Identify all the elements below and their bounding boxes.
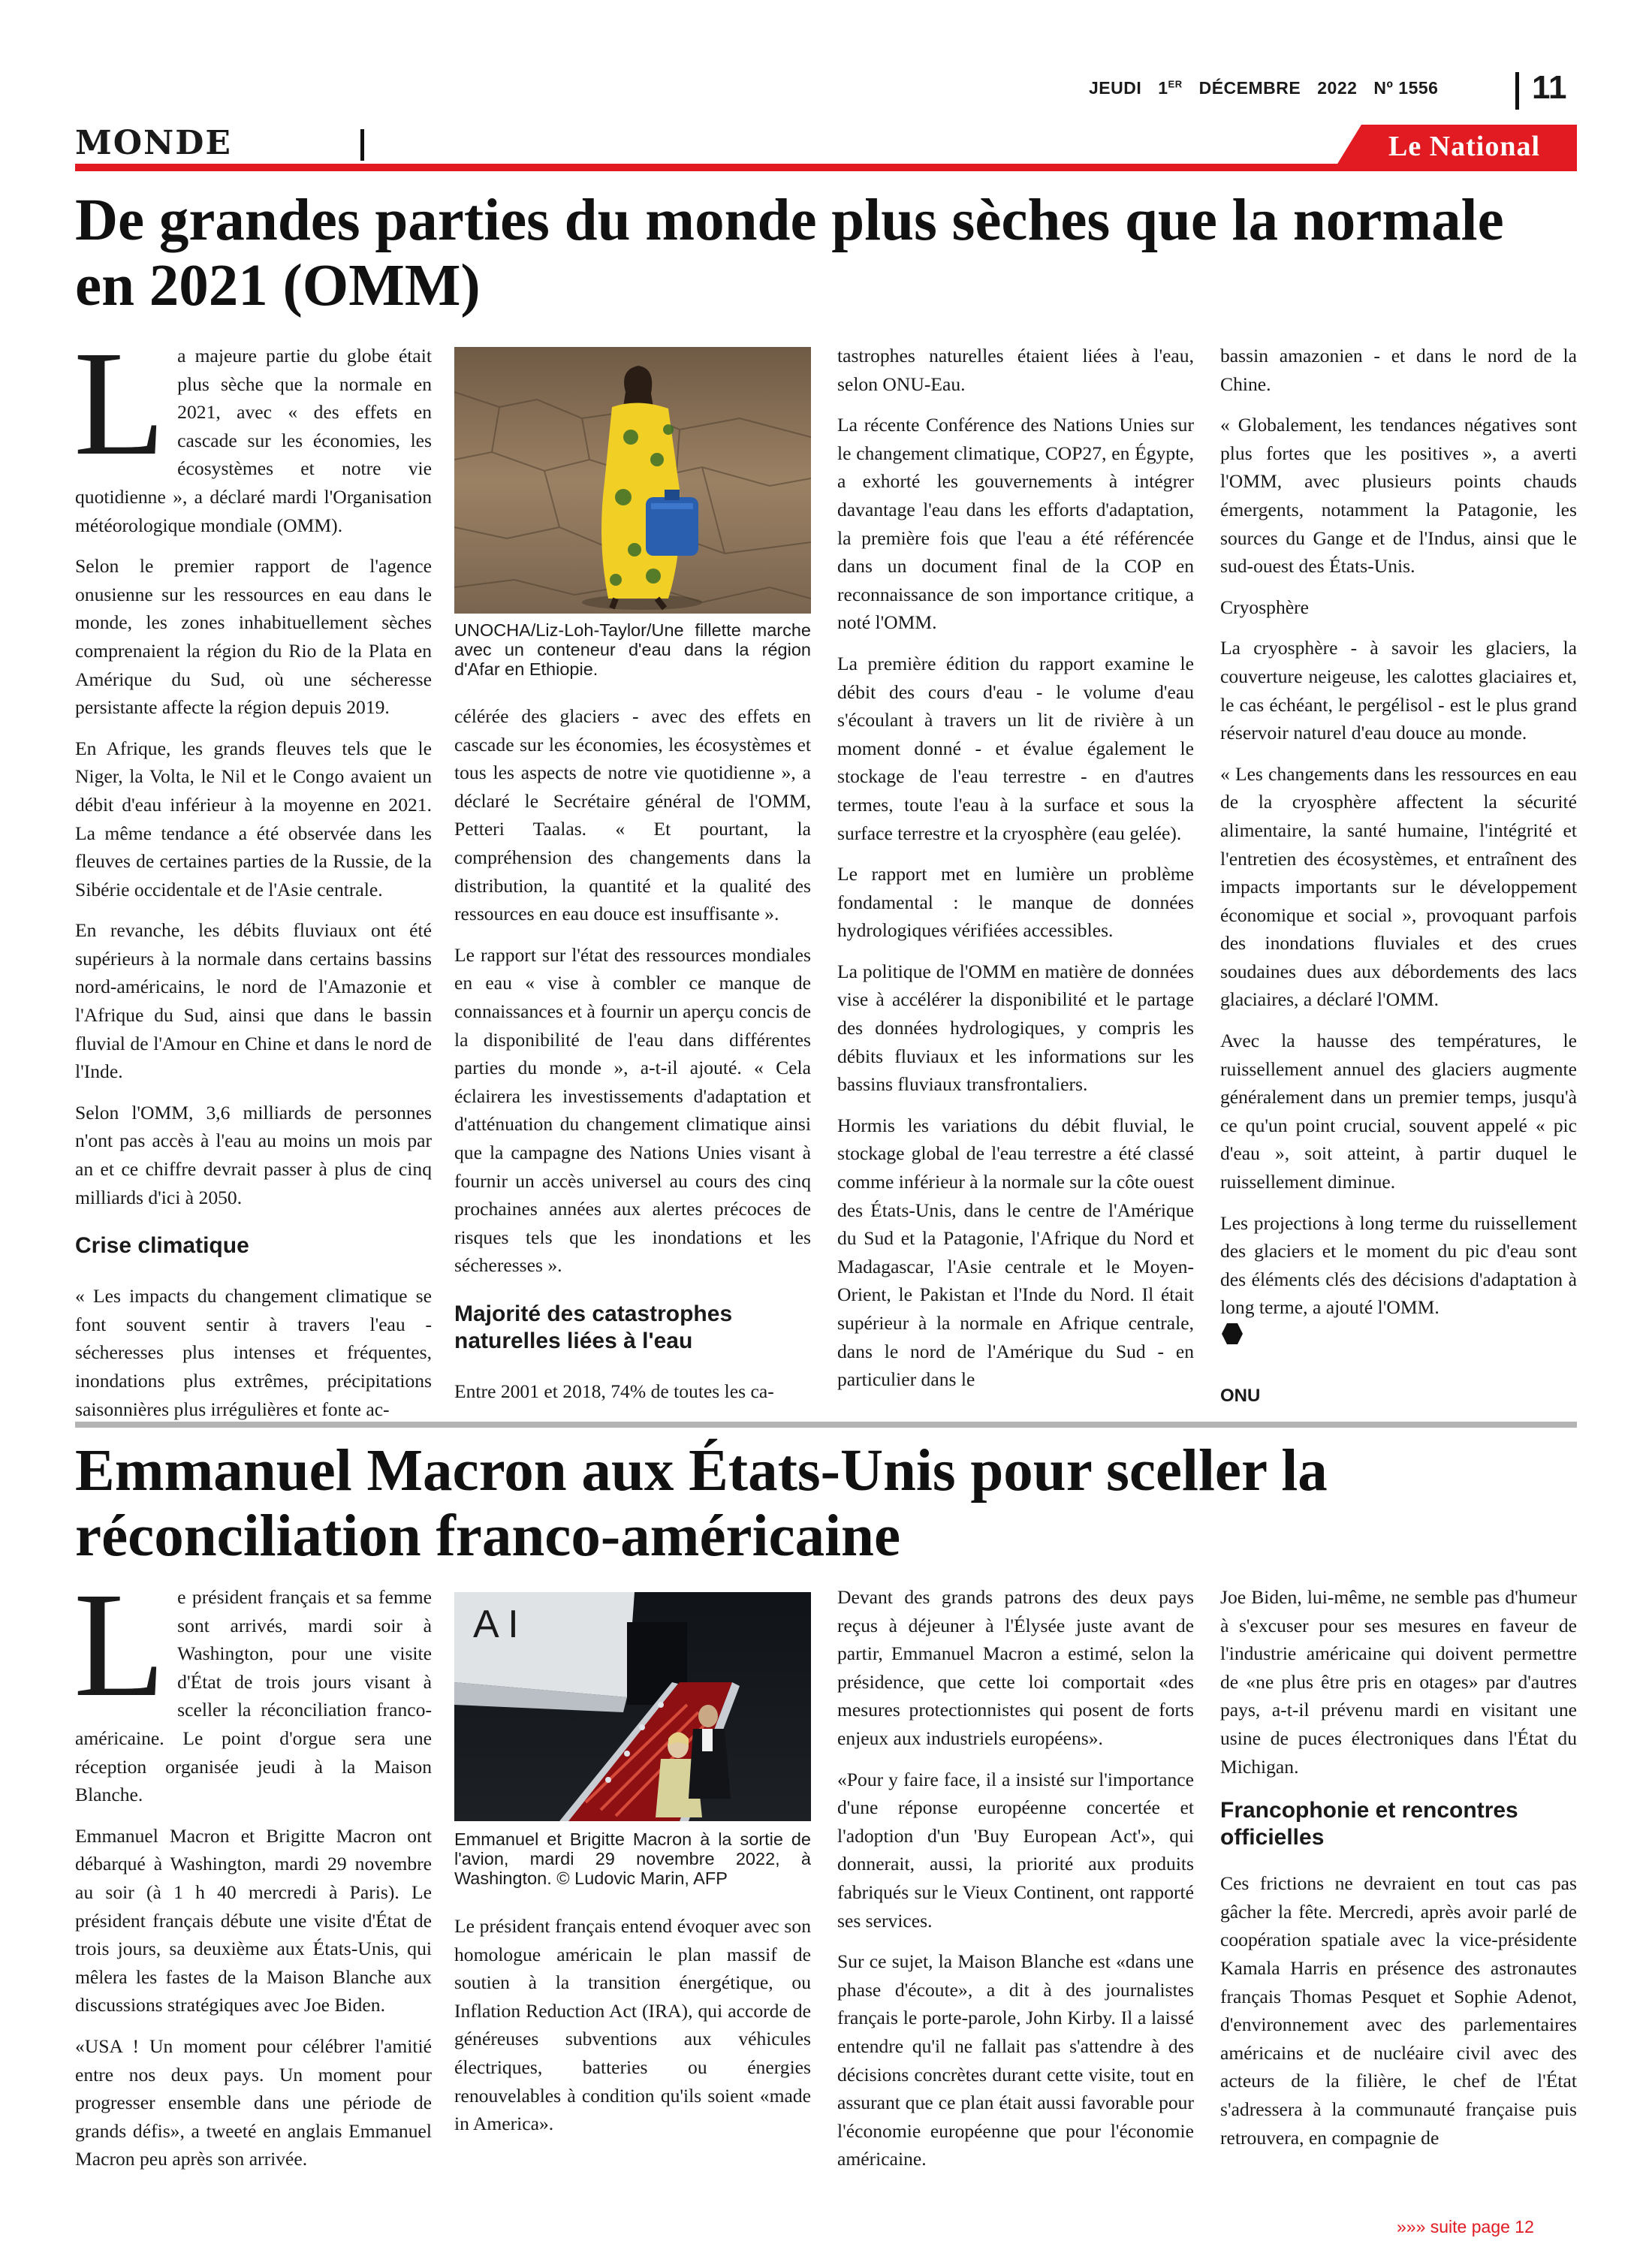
- article2-photo-caption: Emmanuel et Brigitte Macron à la sortie de l'avion, mardi 29 novembre 2022, à Washington. © Ludovic Marin, AFP: [454, 1829, 811, 1888]
- article2-paragraph: Ces frictions ne devraient en tout cas pas gâcher la fête. Mercredi, après avoir parlé de coopération spatiale avec la vice-présidente Kamala Harris en présence des astronautes français Thomas Pesquet et Sophie Adenot, d'environnement avec des parlementaires américains et de nucléaire civil avec des acteurs de la filière, le chef de l'État s'adressera à la communauté française puis retrouvera, en compagnie de: [1220, 1872, 1577, 2149]
- article1-paragraph: [74, 321, 432, 539]
- header-separator: [1515, 72, 1519, 110]
- aircraft-lettering: A I: [473, 1603, 519, 1646]
- article1-photo: [454, 347, 811, 614]
- girl-water-photo: [454, 347, 811, 614]
- article2-paragraph: [74, 1562, 432, 1809]
- article1-headline: De grandes parties du monde plus sèches que la normale en 2021 (OMM): [75, 188, 1504, 318]
- article1-paragraph: tastrophes naturelles étaient liées à l'eau, selon ONU-Eau.: [837, 345, 1194, 395]
- article1-paragraph: « Les changements dans les ressources en eau de la cryosphère affectent la sécurité alimentaire, la santé humaine, l'intégrité et l'entretien des écosystèmes, et entraînent des impacts importants sur le développement économique et social », provoquant parfois des inondations fluviales et des crues soudaines dues aux débordements des lacs glaciaires, a déclaré l'OMM.: [1220, 762, 1577, 1011]
- article1-paragraph: « Globalement, les tendances négatives sont plus fortes que les positives », a averti l'OMM, avec plusieurs points chauds émergents, notamment la Patagonie, les sources du Gange et de l'Indus, ainsi que le sud-ouest des États-Unis.: [1220, 414, 1577, 578]
- article2-column-3: [837, 1583, 1194, 2186]
- article1-paragraph: célérée des glaciers - avec des effets en cascade sur les économies, les écosystèmes et tous les aspects de notre vie quotidienne », a déclaré le Secrétaire général de l'OMM, Petteri Taalas. « Et pourtant, la compréhension des changements dans la distribution, la quantité et la qualité des ressources en eau douce est insuffisante ».: [454, 705, 811, 925]
- article1-paragraph: Le rapport sur l'état des ressources mondiales en eau « vise à combler ce manque de connaissances et à fournir un aperçu concis de la disponibilité de l'eau dans différentes parties du monde », a-t-il ajouté. « Cela éclairera les investissements d'adaptation et d'atténuation du changement climatique ainsi que la campagne des Nations Unies visant à fournir un accès universel au cours des cinq prochaines années aux alertes précoces de risques tels que les inondations et les sécheresses ».: [454, 943, 811, 1277]
- article1-subhead-crisis: Crise climatique: [75, 1233, 249, 1259]
- article2-paragraph: Emmanuel Macron et Brigitte Macron ont débarqué à Washington, mardi 29 novembre au soir (à 1 h 40 mercredi à Paris). Le président français débute une visite d'État de trois jours, sa deuxième aux États-Unis, qui mêlera les fastes de la Maison Blanche aux discussions stratégiques avec Joe Biden.: [75, 1824, 432, 2016]
- year: 2022: [1317, 78, 1358, 98]
- article1-paragraph: La récente Conférence des Nations Unies sur le changement climatique, COP27, en Égypte, a exhorté les gouvernements à intégrer davantage l'eau dans les efforts d'adaptation, la première fois que l'eau a été référencée dans un document final de la COP en reconnaissance de son importance critique, a noté l'OMM.: [837, 414, 1194, 634]
- article2-subhead-francophonie: Francophonie et rencontres officielles: [1220, 1798, 1518, 1850]
- day-suffix: ER: [1168, 78, 1183, 90]
- issue-number: Nº 1556: [1373, 78, 1439, 98]
- continued-on-page-link[interactable]: »»» suite page 12: [1397, 2217, 1534, 2236]
- article1-paragraph: En Afrique, les grands fleuves tels que le Niger, la Volta, le Nil et le Congo avaient un débit d'eau inférieur à la moyenne en 2021. La même tendance a été observée dans les fleuves de certaines parties de la Russie, de la Sibérie occidentale et de l'Asie centrale.: [75, 737, 432, 900]
- month-name: DÉCEMBRE: [1198, 78, 1301, 98]
- article2-paragraph: Joe Biden, lui-même, ne semble pas d'humeur à s'excuser pour ses mesures en faveur de l'industrie américaine qui doivent permettre de «ne plus être pris en otages» par d'autres pays, a-t-il prévenu mardi en visitant une usine de puces électroniques dans l'État du Michigan.: [1220, 1586, 1577, 1778]
- article1-paragraph: La cryosphère - à savoir les glaciers, la couverture neigeuse, les calottes glaciaires et, le cas échéant, le pergélisol - est le plus grand réservoir naturel d'eau douce au monde.: [1220, 637, 1577, 744]
- article2-paragraph-text: e président français et sa femme sont arrivés, mardi soir à Washington, pour une visite d'État de trois jours visant à sceller la réconciliation franco-américaine. Le point d'orgue sera une réception organisée jeudi à la Maison Blanche.: [75, 1586, 432, 1806]
- article2-headline: Emmanuel Macron aux États-Unis pour sceller la réconciliation franco-américaine: [75, 1438, 1328, 1569]
- article1-paragraph: Hormis les variations du débit fluvial, le stockage global de l'eau terrestre a été classé comme inférieur à la normale sur la côte ouest des États-Unis, dans le centre de l'Amérique du Sud et la Patagonie, l'Afrique du Nord et Madagascar, l'Asie centrale et le Moyen-Orient, le Pakistan et l'Inde du Nord. Il était supérieur à la normale en Afrique centrale, dans le nord de l'Amérique du Sud - en particulier dans le: [837, 1114, 1194, 1391]
- article1-subhead-cryosphere: Cryosphère: [1220, 596, 1309, 618]
- article1-paragraph: bassin amazonien - et dans le nord de la Chine.: [1220, 345, 1577, 395]
- article1-paragraph-text: a majeure partie du globe était plus sèche que la normale en 2021, avec « des effets en cascade sur les économies, les écosystèmes et notre vie quotidienne », a déclaré mardi l'Organisation météorologique mondiale (OMM).: [75, 345, 432, 536]
- section-separator: [360, 129, 364, 161]
- article2-paragraph: Devant des grands patrons des deux pays reçus à déjeuner à l'Élysée juste avant de partir, Emmanuel Macron a estimé, selon la présidence, que cette loi comportait «des mesures protectionnistes qui posent de forts enjeux aux industriels européens».: [837, 1586, 1194, 1749]
- article1-paragraph: Le rapport met en lumière un problème fondamental : le manque de données hydrologiques vérifiées accessibles.: [837, 863, 1194, 942]
- article1-column-4: [1220, 342, 1577, 1410]
- article1-paragraph: « Les impacts du changement climatique se font souvent sentir à travers l'eau - sécheresses plus intenses et fréquentes, inondations plus extrêmes, précipitations saisonnières plus irrégulières et fonte ac-: [75, 1285, 432, 1420]
- macron-plane-photo: [454, 1592, 811, 1821]
- article1-paragraph: Avec la hausse des températures, le ruissellement annuel des glaciers augmente généralement dans un premier temps, jusqu'à ce qu'un point crucial, souvent appelé « pic d'eau », soit atteint, à partir duquel le ruissellement diminue.: [1220, 1030, 1577, 1193]
- article2-dropcap: L: [74, 1562, 166, 1728]
- article1-paragraph: Selon l'OMM, 3,6 milliards de personnes n'ont pas accès à l'eau au moins un mois par an et ce chiffre devrait passer à plus de cinq milliards d'ici à 2050.: [75, 1101, 432, 1208]
- article2-paragraph: «Pour y faire face, il a insisté sur l'importance d'une réponse européenne concertée et l'adoption d'un 'Buy European Act'», qui donnerait, aussi, la priorité aux produits fabriqués sur le Vieux Continent, ont rapporté ses services.: [837, 1768, 1194, 1932]
- article1-signature: ONU: [1220, 1386, 1261, 1406]
- article1-column-2: [454, 702, 811, 1418]
- article-divider: [75, 1422, 1577, 1428]
- article2-paragraph: Le président français entend évoquer avec son homologue américain le plan massif de soutien à la transition énergétique, ou Inflation Reduction Act (IRA), qui accorde de généreuses subventions aux véhicules électriques, batteries ou énergies renouvelables à condition qu'ils soient «made in America».: [454, 1915, 811, 2135]
- article1-paragraph: Entre 2001 et 2018, 74% de toutes les ca-: [454, 1380, 774, 1402]
- article1-paragraph: En revanche, les débits fluviaux ont été supérieurs à la normale dans certains bassins nord-américains, le nord de l'Amazonie et l'Afrique du Sud, ainsi que dans le bassin fluvial de l'Amour en Chine et dans le nord de l'Inde.: [75, 919, 432, 1083]
- end-of-article-icon: [1222, 1323, 1243, 1344]
- article1-photo-caption: UNOCHA/Liz-Loh-Taylor/Une fillette marche avec un conteneur d'eau dans la région d'Afar en Ethiopie.: [454, 620, 811, 679]
- article1-column-1: [74, 321, 432, 1436]
- article1-paragraph: La première édition du rapport examine le débit des cours d'eau - le volume d'eau s'écoulant à travers un lit de rivière à un moment donné - et évalue également le stockage de l'eau terrestre - en d'autres termes, toute l'eau à la surface et sous la surface terrestre et la cryosphère (eau gelée).: [837, 652, 1194, 844]
- article2-column-4: [1220, 1583, 1577, 2164]
- article2-column-1: [74, 1562, 432, 2186]
- day-name: JEUDI: [1089, 78, 1142, 98]
- page-number: 11: [1532, 69, 1567, 106]
- article1-subhead-disasters: Majorité des catastrophes naturelles liées à l'eau: [454, 1301, 733, 1353]
- article1-paragraph: La politique de l'OMM en matière de données vise à accélérer la disponibilité et le partage des données hydrologiques, y compris les débits fluviaux et les informations sur les bassins fluviaux transfrontaliers.: [837, 960, 1194, 1096]
- newspaper-name: Le National: [1388, 131, 1541, 162]
- section-label: MONDE: [75, 124, 232, 162]
- day-number: 1: [1158, 78, 1168, 98]
- article2-column-2: [454, 1912, 811, 2151]
- article2-paragraph: «USA ! Un moment pour célébrer l'amitié entre nos deux pays. Un moment pour progresser ensemble dans une période de grands défis», a tweeté en anglais Emmanuel Macron peu après son arrivée.: [75, 2034, 432, 2170]
- article1-paragraph: Selon le premier rapport de l'agence onusienne sur les ressources en eau dans le monde, les zones inhabituellement sèches comprenaient la région du Rio de la Plata en Amérique du Sud, où une sécheresse persistante affecte la région depuis 2019.: [75, 555, 432, 719]
- article2-paragraph: Sur ce sujet, la Maison Blanche est «dans une phase d'écoute», a dit à des journalistes français le porte-parole, John Kirby. Il a laissé entendre qu'il ne fallait pas s'attendre à des décisions concrètes durant cette visite, tout en assurant que ce plan était aussi favorable pour l'économie européenne que pour l'économie américaine.: [837, 1950, 1194, 2170]
- article2-photo: [454, 1592, 811, 1821]
- article1-dropcap: L: [74, 321, 166, 487]
- article1-paragraph: Les projections à long terme du ruissellement des glaciers et le moment du pic d'eau sont des éléments clés des décisions d'adaptation à long terme, a ajouté l'OMM.: [1220, 1211, 1577, 1319]
- article1-column-3: [837, 342, 1194, 1407]
- issue-date: [1089, 78, 1438, 98]
